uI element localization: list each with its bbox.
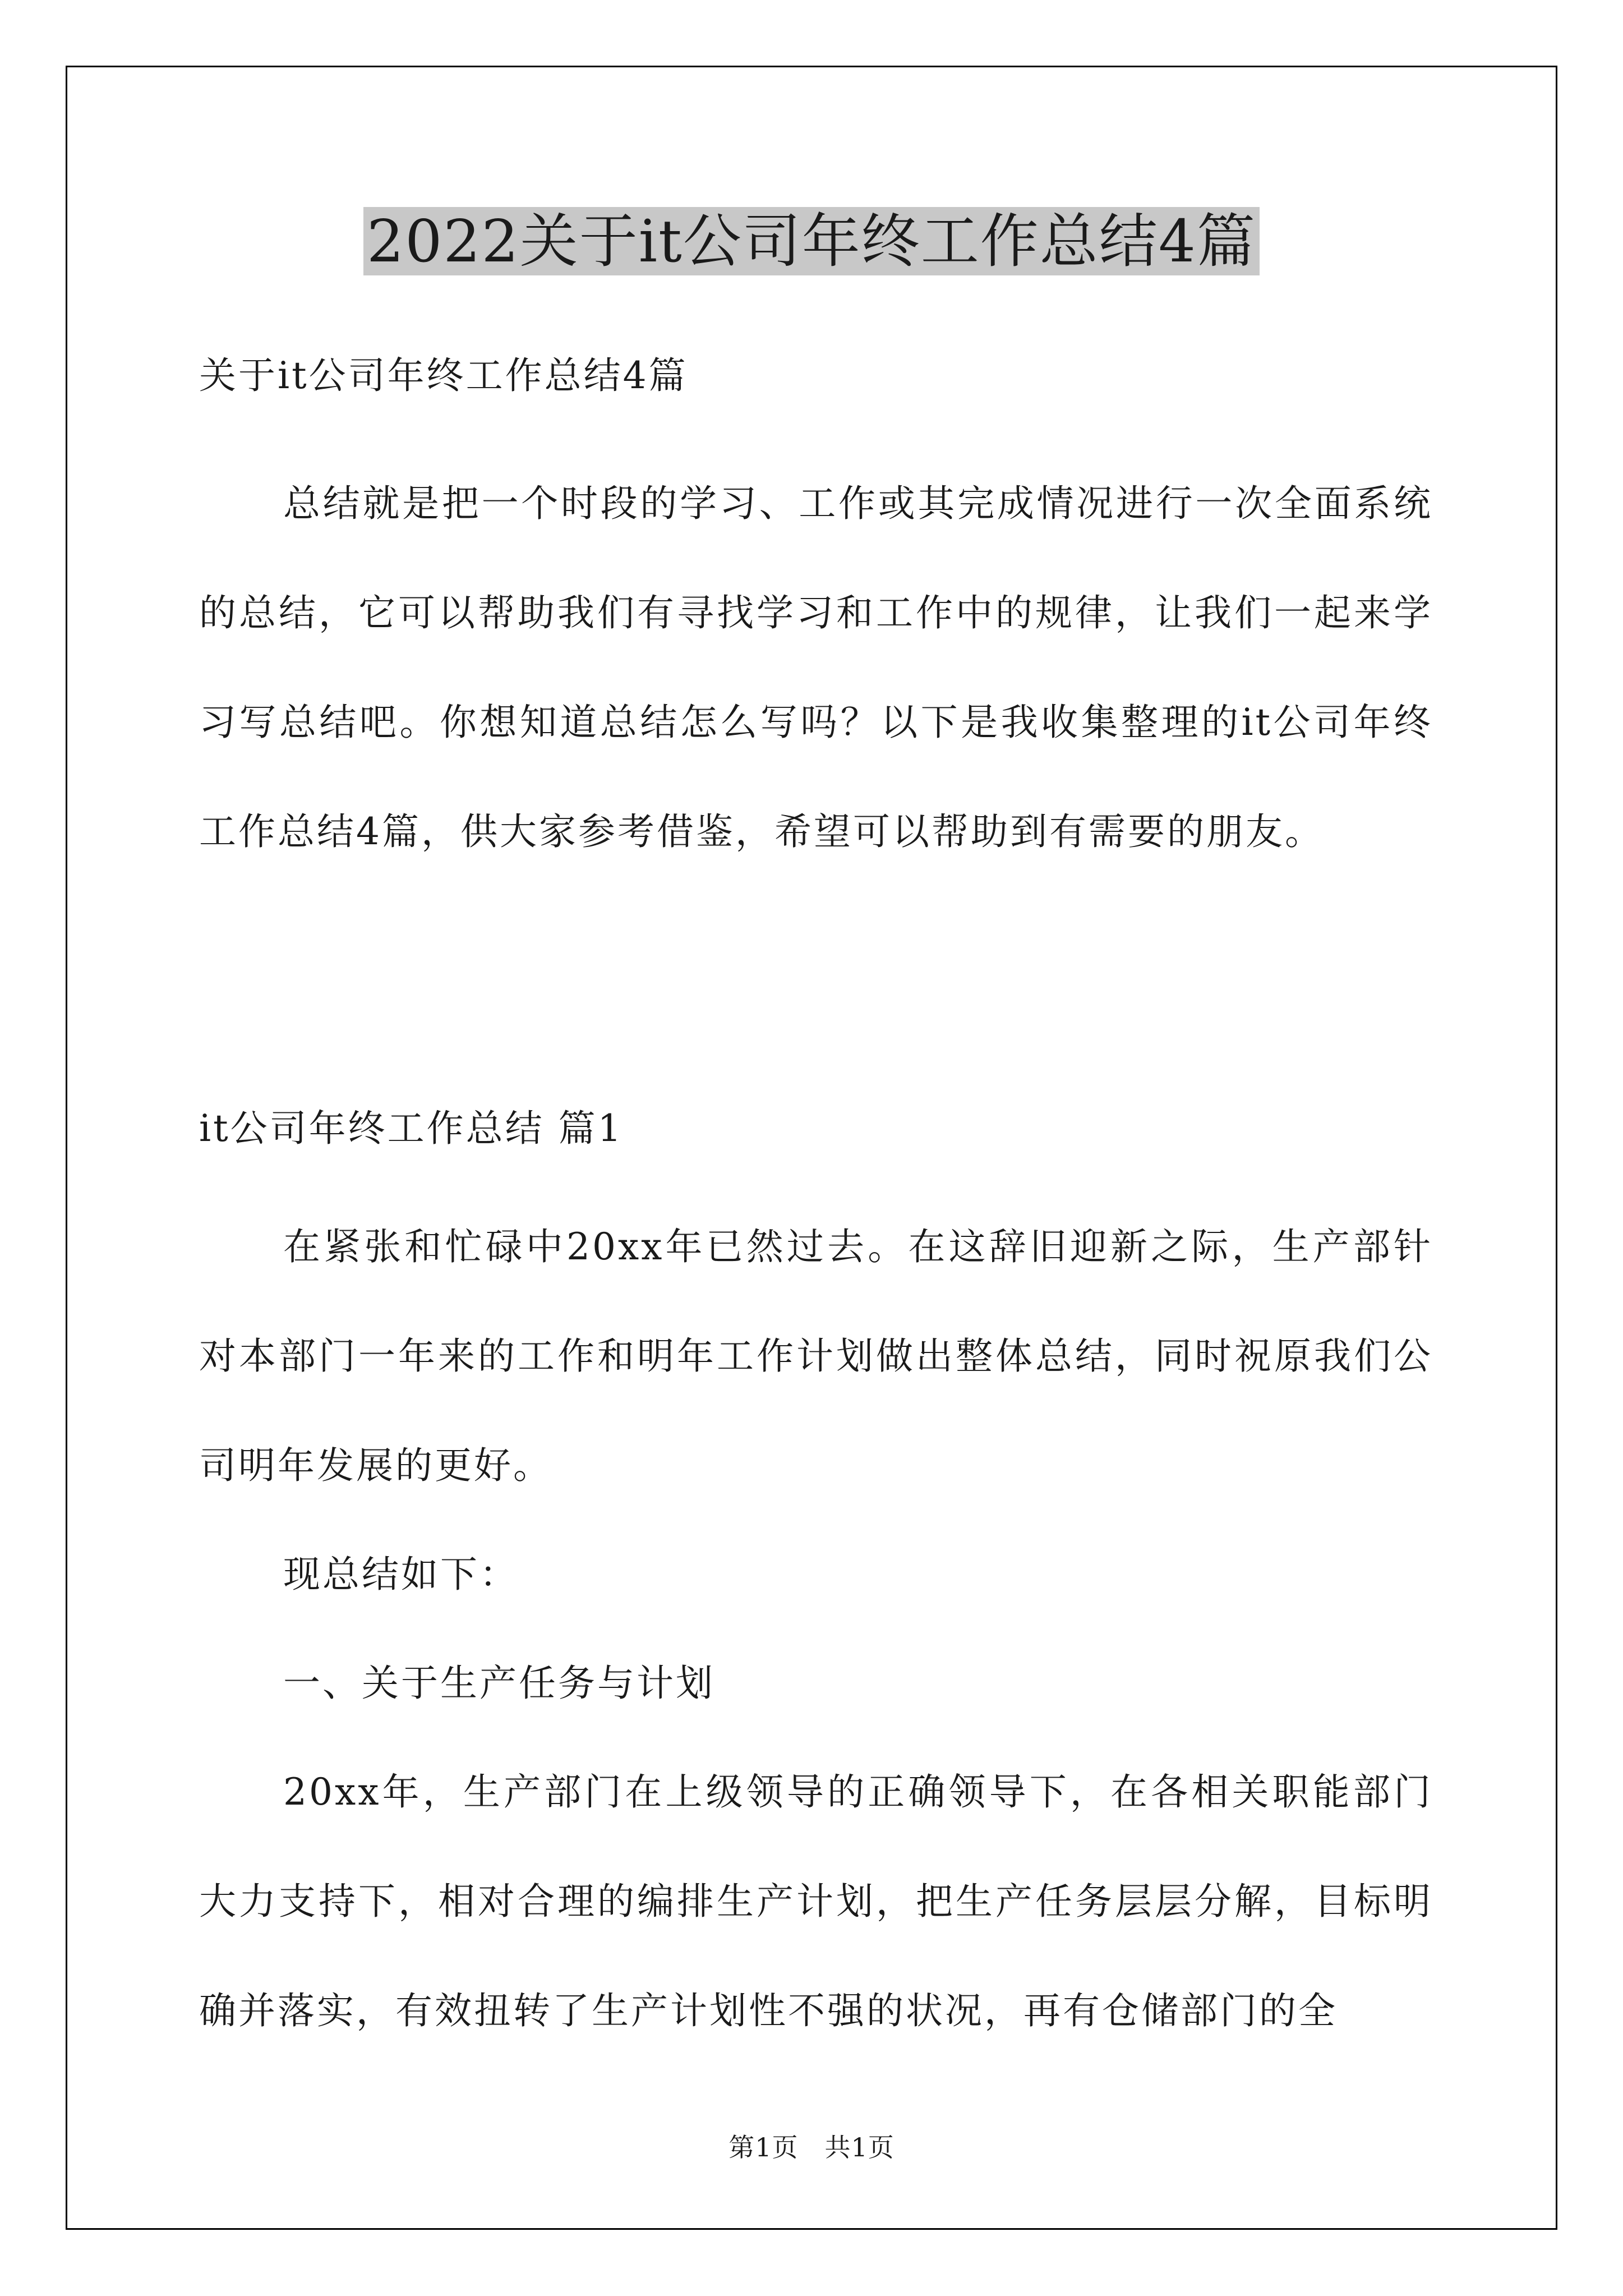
intro-paragraph: 总结就是把一个时段的学习、工作或其完成情况进行一次全面系统的总结，它可以帮助我们有寻找学习和工作中的规律，让我们一起来学习写总结吧。你想知道总结怎么写吗？以下是我收集整理的it公司年终工作总结4篇，供大家参考借鉴，希望可以帮助到有需要的朋友。 (199, 482, 1433, 853)
body-paragraph: 一、关于生产任务与计划 (283, 1662, 715, 1705)
document-subtitle: 关于it公司年终工作总结4篇 (199, 354, 688, 397)
body-paragraph: 现总结如下： (283, 1553, 519, 1596)
document-title-text: 2022关于it公司年终工作总结4篇 (363, 207, 1260, 275)
body-paragraph: 20xx年，生产部门在上级领导的正确领导下，在各相关职能部门大力支持下，相对合理的编排生产计划，把生产任务层层分解，目标明确并落实，有效扭转了生产计划性不强的状况，再有仓储部门的全 (199, 1770, 1433, 2032)
section-heading: it公司年终工作总结 篇1 (199, 1107, 624, 1150)
document-title (0, 199, 1623, 283)
page-footer: 第1页 共1页 (728, 2132, 895, 2162)
body-paragraph: 在紧张和忙碌中20xx年已然过去。在这辞旧迎新之际，生产部针对本部门一年来的工作和明年工作计划做出整体总结，同时祝原我们公司明年发展的更好。 (199, 1225, 1433, 1487)
